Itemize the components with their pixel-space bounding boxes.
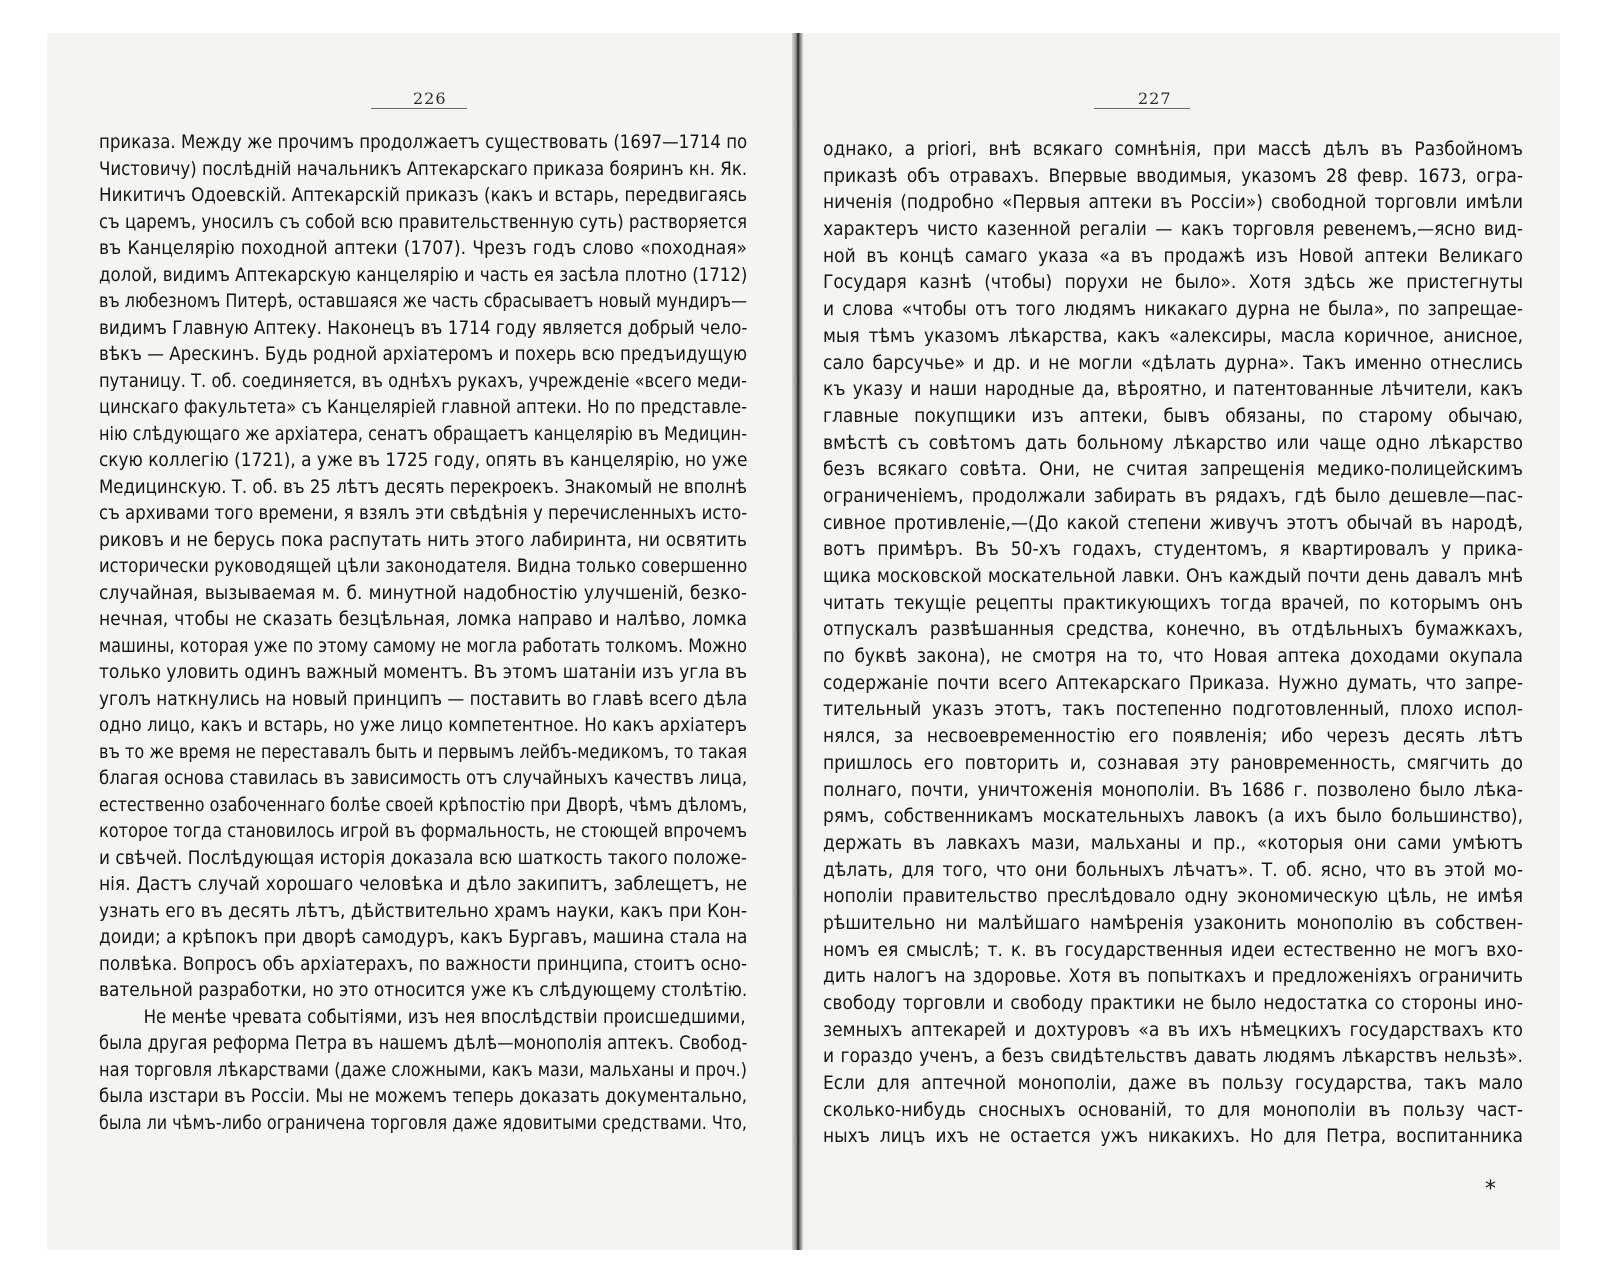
text-line: однако, a priori, внѣ всякаго сомнѣнiя, при массѣ дѣлъ въ Разбойномъ	[823, 138, 1523, 160]
text-line: въ то же время не переставалъ быть и первымъ лейбъ-медикомъ, то такая	[99, 740, 748, 763]
text-line: путаницу. Т. об. соединяется, въ однѣхъ рукахъ, учрежденiе «всего меди-	[99, 369, 747, 392]
text-line: ная торговля лѣкарствами (даже сложными, какъ мази, мальханы и проч.)	[99, 1058, 747, 1081]
text-line: была другая реформа Петра въ нашемъ дѣлѣ—монополiя аптекъ. Свобод-	[99, 1032, 748, 1054]
text-line: приказа. Между же прочимъ продолжаетъ существовать (1697—1714 по	[99, 131, 748, 153]
right-page-body	[823, 136, 1523, 1150]
text-line: свободу торговли и свободу практики не было недостатка со стороны ино-	[823, 992, 1523, 1014]
text-line: ограниченiемъ, продолжали забирать въ рядахъ, гдѣ было дешевле—пас-	[823, 484, 1523, 507]
text-line: уголъ наткнулись на новый принципъ — поставить во главѣ всего дѣла	[99, 687, 748, 710]
left-page-body	[99, 129, 747, 1136]
page-number-left: 226	[413, 89, 447, 108]
text-line: главные покупщики изъ аптеки, бывъ обязаны, по старому обычаю,	[823, 404, 1523, 427]
text-line: Медицинскую. Т. об. въ 25 лѣтъ десять перекроекъ. Знакомый не вполнѣ	[99, 475, 747, 498]
book-spread-scan	[47, 33, 1560, 1250]
text-line: полвѣка. Вопросъ объ архiатерахъ, по важности принципа, стоитъ осно-	[99, 952, 747, 975]
text-line: цинскаго факультета» съ Канцелярiей главной аптеки. Но по представле-	[99, 396, 747, 418]
text-line: номъ ея смыслѣ; т. к. въ государственныя идеи естественно не могъ вхо-	[823, 938, 1523, 961]
text-line: узнать его въ десять лѣтъ, дѣйствительно храмъ науки, какъ при Кон-	[99, 899, 747, 922]
text-line: съ архивами того времени, я взялъ эти свѣдѣнiя у перечисленныхъ исто-	[99, 502, 748, 524]
text-line: нiя. Дастъ случай хорошаго человѣка и дѣло закипитъ, заблещетъ, не	[99, 873, 747, 895]
text-line: съ царемъ, уносилъ съ собой всю правительственную суть) растворяется	[99, 210, 748, 233]
text-line: приказѣ объ отравахъ. Впервые вводимыя, указомъ 28 февр. 1673, огра-	[823, 164, 1523, 187]
text-line: была ли чѣмъ-либо ограничена торговля даже ядовитыми средствами. Что,	[99, 1111, 747, 1134]
text-line: щика московской москательной лавки. Онъ каждый почти день давалъ мнѣ	[823, 565, 1523, 587]
text-line: безъ всякаго совѣта. Они, не считая запрещенiя медико-полицейскимъ	[823, 458, 1523, 481]
text-line: и свѣчей. Послѣдующая исторiя доказала всю шаткость такого положе-	[99, 846, 747, 869]
left-page	[47, 33, 792, 1250]
text-line: одно лицо, какъ и встарь, но уже лицо компетентное. Но какъ архiатеръ	[99, 714, 747, 736]
text-line: по буквѣ закона), не смотря на то, что Новая аптека доходами окупала	[823, 645, 1523, 668]
text-line: тительный указъ этотъ, такъ постепенно подготовленный, плохо испол-	[823, 698, 1523, 721]
text-line: Государя казнѣ (чтобы) порухи не было». Хотя здѣсь же пристегнуты	[823, 271, 1523, 294]
text-line: ниченiя (подробно «Первыя аптеки въ Россiи») свободной торговли имѣли	[823, 191, 1523, 214]
text-line: нополiи правительство преслѣдовало одну экономическую цѣль, не имѣя	[823, 885, 1523, 908]
text-line: вѣкъ — Арескинъ. Будь родной архiатеромъ и похерь всю предъидущую	[99, 343, 747, 365]
text-line: вательной разработки, но это относится уже къ слѣдующему столѣтiю.	[99, 979, 748, 1001]
text-line: вотъ примѣръ. Въ 50-хъ годахъ, студентомъ, я квартировалъ у прика-	[823, 538, 1523, 561]
text-line: дѣлать, для того, что они больныхъ лѣчатъ». Т. об. ясно, что въ этой мо-	[823, 858, 1523, 881]
text-line: скую коллегiю (1721), а уже въ 1725 году, опять въ канцелярiю, но уже	[99, 449, 748, 471]
text-line: дить налогъ на здоровье. Хотя въ попыткахъ и предложенiяхъ ограничить	[823, 965, 1523, 988]
text-line: Если для аптечной монополiи, даже въ пользу государства, такъ мало	[823, 1072, 1523, 1095]
text-line: и гораздо ученъ, а безъ свидѣтельствъ давать людямъ лѣкарствъ нельзѣ».	[823, 1045, 1523, 1068]
text-line: читать текущiе рецепты практикующихъ тогда врачей, по которымъ онъ	[823, 591, 1523, 614]
text-line: Чистовичу) послѣднiй начальникъ Аптекарскаго приказа бояринъ кн. Як.	[99, 157, 748, 180]
text-line: сало барсучье» и др. и не могли «дѣлать дурна». Такъ именно отнеслись	[823, 351, 1523, 374]
text-line: видимъ Главную Аптеку. Наконецъ въ 1714 году является добрый чело-	[99, 316, 748, 339]
text-line: риковъ и не берусь пока распутать нить этого лабиринта, ни освятить	[99, 528, 747, 551]
text-line: къ указу и наши народные да, вѣроятно, и патентованные лѣчители, какъ	[823, 378, 1523, 401]
text-line: содержанiе почти всего Аптекарскаго Приказа. Нужно думать, что запре-	[823, 671, 1523, 694]
text-line: которое тогда становилось игрой въ формальность, не стоющей впрочемъ	[99, 820, 747, 842]
text-line: случайная, вызываемая м. б. минутной надобностiю улучшенiй, безко-	[99, 581, 747, 604]
text-line: машины, которая уже по этому самому не могла работать толкомъ. Можно	[99, 634, 747, 657]
text-line: ныхъ лицъ ихъ не остается ужъ никакихъ. Но для Петра, воспитанника	[823, 1125, 1523, 1148]
text-line: нiю слѣдующаго же архiатера, сенатъ обращаетъ канцелярiю въ Медицин-	[99, 422, 747, 445]
text-line: естественно озабоченнаго болѣе своей крѣпостiю при Дворѣ, чѣмъ дѣломъ,	[99, 793, 748, 816]
text-line: пришлось его повторить и, сознавая эту рановременность, смягчить до	[823, 751, 1523, 774]
text-line: сивное противленiе,—(До какой степени живучъ этотъ обычай въ народѣ,	[823, 511, 1523, 534]
text-line: въ любезномъ Питерѣ, оставшаяся же часть сбрасываетъ новый мундиръ—	[99, 290, 747, 312]
book-gutter	[792, 33, 803, 1250]
text-line: рѣшительно ни малѣйшаго намѣренiя узаконить монополiю въ собствен-	[823, 911, 1523, 934]
text-line: отпускалъ развѣшанныя средства, конечно, въ отдѣльныхъ бумажкахъ,	[823, 618, 1523, 641]
text-line: въ Канцелярiю походной аптеки (1707). Чрезъ годъ слово «походная»	[99, 237, 747, 259]
page-number-rule-left	[371, 108, 467, 109]
page-number-rule-right	[1094, 108, 1190, 109]
text-line: была изстари въ Россiи. Мы не можемъ теперь доказать документально,	[99, 1085, 748, 1107]
text-line: благая основа ставилась въ зависимость отъ случайныхъ качествъ лица,	[99, 767, 748, 789]
text-line: сколько-нибудь сносныхъ основанiй, то для монополiи въ пользу част-	[823, 1098, 1523, 1121]
text-line: нялся, за несвоевременностiю его появленiя; ибо черезъ десять лѣтъ	[823, 725, 1523, 748]
text-line: земныхъ аптекарей и дохтуровъ «а въ ихъ нѣмецкихъ государствахъ кто	[823, 1018, 1523, 1041]
footer-asterisk: *	[1485, 1177, 1496, 1202]
right-page	[803, 33, 1560, 1250]
text-line: исторически руководящей цѣли законодателя. Видна только совершенно	[99, 555, 748, 577]
text-line: долой, видимъ Аптекарскую канцелярiю и часть ея засѣла плотно (1712)	[99, 263, 748, 286]
text-line: ной въ концѣ самаго указа «а въ продажѣ изъ Новой аптеки Великаго	[823, 244, 1523, 267]
text-line: полнаго, почти, уничтоженiя монополiи. Въ 1686 г. позволено было лѣка-	[823, 778, 1523, 801]
text-line: Не менѣе чревата событiями, изъ нея впослѣдствiи происшедшими,	[143, 1005, 746, 1028]
text-line: доиди; а крѣпокъ при дворѣ самодуръ, какъ Бургавъ, машина стала на	[99, 926, 748, 948]
text-line: вмѣстѣ съ совѣтомъ дать больному лѣкарство или чаще одно лѣкарство	[823, 431, 1523, 454]
text-line: держать въ лавкахъ мази, мальханы и пр., «которыя они сами умѣютъ	[823, 831, 1523, 854]
text-line: мыя тѣмъ указомъ лѣкарства, какъ «алексиры, масла коричное, анисное,	[823, 324, 1523, 347]
text-line: только уловить одинъ важный моментъ. Въ этомъ шатанiи изъ угла въ	[99, 661, 748, 683]
text-line: Никитичъ Одоевскiй. Аптекарскiй приказъ (какъ и встарь, передвигаясь	[99, 184, 748, 206]
page-number-right: 227	[1138, 89, 1172, 108]
text-line: характеръ чисто казенной регалiи — какъ торговля ревенемъ,—ясно вид-	[823, 218, 1523, 241]
text-line: нечная, чтобы не сказать безцѣльная, ломка направо и налѣво, ломка	[99, 608, 747, 630]
text-line: рямъ, собственникамъ москательныхъ лавокъ (а ихъ было большинство),	[823, 805, 1523, 828]
text-line: и слова «чтобы отъ того людямъ никакаго дурна не была», по запрещае-	[823, 298, 1523, 321]
